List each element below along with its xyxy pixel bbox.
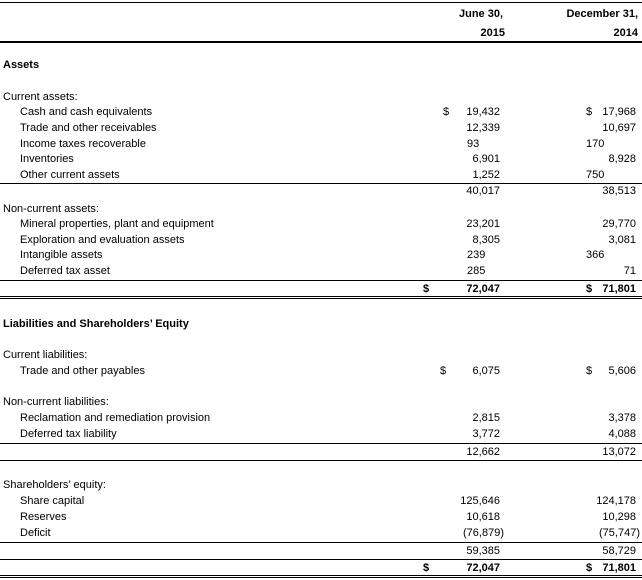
header-col1-line2: 2015: [480, 27, 505, 39]
liabilities-heading: Liabilities and Shareholders’ Equity: [3, 318, 189, 330]
row-label: Inventories: [20, 153, 74, 165]
current-assets-label: Current assets:: [3, 91, 78, 103]
currency-symbol: $: [440, 365, 447, 377]
currency-symbol: $: [586, 106, 593, 118]
value-2015: 285: [467, 265, 486, 277]
value-2014: 366: [586, 249, 605, 261]
row-label: Deficit: [20, 527, 51, 539]
row-label: Trade and other payables: [20, 365, 145, 377]
row-label: Trade and other receivables: [20, 122, 157, 134]
row-label: Intangible assets: [20, 249, 103, 261]
value-2014: 29,770: [602, 218, 636, 230]
row-label: Cash and cash equivalents: [20, 106, 153, 118]
value-2014: 10,697: [602, 122, 636, 134]
value-2015: (76,879): [463, 527, 504, 539]
value-2014: 5,606: [608, 365, 636, 377]
currency-symbol: $: [443, 106, 450, 118]
header-col1-line1: June 30,: [459, 8, 504, 20]
equity-label: Shareholders’ equity:: [3, 479, 106, 491]
subtotal-2014: 13,072: [602, 446, 636, 458]
row-label: Deferred tax asset: [20, 265, 110, 277]
subtotal-2015: 59,385: [466, 545, 500, 557]
total-rule: [0, 280, 642, 281]
currency-symbol: $: [586, 283, 593, 295]
noncurrent-assets-label: Non-current assets:: [3, 203, 99, 215]
subtotal-2014: 58,729: [602, 545, 636, 557]
total-2015: 72,047: [466, 562, 500, 574]
row-label: Exploration and evaluation assets: [20, 234, 185, 246]
row-label: Deferred tax liability: [20, 428, 117, 440]
value-2015: 1,252: [472, 169, 500, 181]
subtotal-2015: 40,017: [466, 185, 500, 197]
header-col2-line1: December 31,: [566, 8, 638, 20]
currency-symbol: $: [586, 365, 593, 377]
value-2014: 10,298: [602, 511, 636, 523]
value-2014: 4,088: [608, 428, 636, 440]
subtotal-rule: [0, 183, 642, 184]
row-label: Income taxes recoverable: [20, 138, 146, 150]
section-rule: [0, 460, 642, 461]
currency-symbol: $: [423, 283, 430, 295]
value-2015: 6,075: [472, 365, 500, 377]
row-label: Reclamation and remediation provision: [20, 412, 211, 424]
row-label: Other current assets: [20, 169, 120, 181]
value-2015: 3,772: [472, 428, 500, 440]
row-label: Mineral properties, plant and equipment: [20, 218, 214, 230]
currency-symbol: $: [423, 562, 430, 574]
value-2014: 124,178: [596, 495, 636, 507]
value-2015: 23,201: [466, 218, 500, 230]
double-rule: [0, 575, 642, 578]
value-2015: 239: [467, 249, 486, 261]
top-rule: [0, 2, 642, 3]
noncurrent-liabilities-label: Non-current liabilities:: [3, 396, 109, 408]
value-2015: 93: [467, 138, 480, 150]
currency-symbol: $: [586, 562, 593, 574]
total-2015: 72,047: [466, 283, 500, 295]
double-rule: [0, 296, 642, 299]
total-2014: 71,801: [602, 283, 636, 295]
assets-heading: Assets: [3, 59, 40, 71]
value-2014: 17,968: [602, 106, 636, 118]
value-2014: 71: [623, 265, 636, 277]
total-2014: 71,801: [602, 562, 636, 574]
header-rule: [0, 41, 642, 43]
row-label: Reserves: [20, 511, 67, 523]
value-2015: 8,305: [472, 234, 500, 246]
value-2014: 170: [586, 138, 605, 150]
value-2015: 6,901: [472, 153, 500, 165]
value-2015: 12,339: [466, 122, 500, 134]
value-2014: (75,747): [599, 527, 640, 539]
subtotal-2014: 38,513: [602, 185, 636, 197]
header-col2-line2: 2014: [613, 27, 638, 39]
subtotal-2015: 12,662: [466, 446, 500, 458]
row-label: Share capital: [20, 495, 85, 507]
value-2015: 125,646: [460, 495, 500, 507]
value-2014: 3,378: [608, 412, 636, 424]
subtotal-rule: [0, 443, 642, 444]
value-2015: 2,815: [472, 412, 500, 424]
subtotal-rule: [0, 542, 642, 543]
value-2014: 750: [586, 169, 605, 181]
value-2015: 19,432: [466, 106, 500, 118]
value-2014: 3,081: [608, 234, 636, 246]
total-rule: [0, 559, 642, 560]
value-2015: 10,618: [466, 511, 500, 523]
current-liabilities-label: Current liabilities:: [3, 349, 88, 361]
value-2014: 8,928: [608, 153, 636, 165]
